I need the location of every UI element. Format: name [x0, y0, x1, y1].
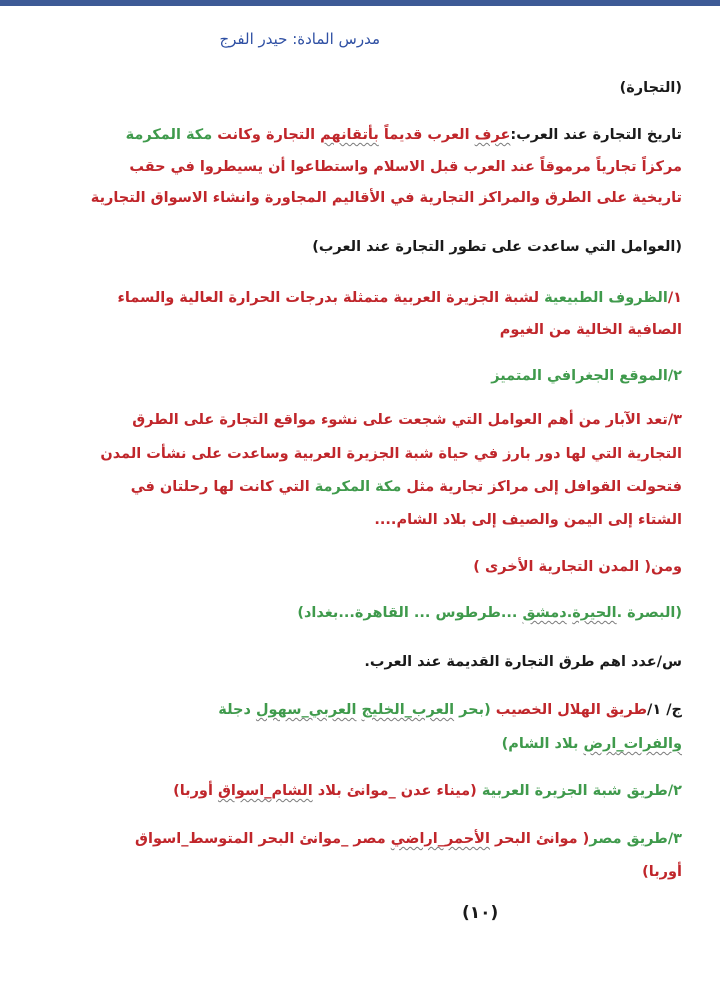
history-text: العرب قديماً — [378, 127, 475, 143]
route-detail: الأحمر_اراضي — [390, 831, 490, 847]
other-cities-heading: ومن( المدن التجارية الأخرى ) — [473, 559, 682, 575]
route-detail: دجلة — [218, 702, 256, 718]
route-label: طريق الهلال الخصيب — [490, 702, 648, 718]
city-text: . — [566, 605, 573, 621]
route-detail: مصر _موانئ البحر المتوسط_اسواق — [135, 831, 391, 847]
city-text: ...طرطوس ... القاهرة...بغداد) — [297, 605, 523, 621]
route-2 — [173, 781, 682, 801]
history-text: التجارة وكانت — [212, 127, 321, 143]
factor-label: الظروف الطبيعية — [544, 290, 668, 306]
history-line-1 — [126, 125, 682, 145]
factor-3-line-1 — [132, 410, 682, 430]
route-detail: ( موانئ البحر — [489, 831, 590, 847]
other-cities-list — [297, 603, 682, 623]
city-text: (البصرة . — [616, 605, 682, 621]
factor-text: تعد الآبار من أهم العوامل التي شجعت على نشوء مواقع التجارة على الطرق — [132, 412, 668, 428]
factor-1-line-2: الصافية الخالية من الغيوم — [499, 322, 682, 338]
route-label: ٣/طريق مصر — [589, 831, 682, 847]
factor-2: ٢/الموقع الجغرافي المتميز — [491, 368, 682, 384]
factor-text: التي كانت لها رحلتان في — [130, 479, 315, 495]
route-1-line-1 — [218, 700, 682, 720]
page-title: (التجارة) — [619, 80, 682, 96]
factor-3-line-2: التجارية التي لها دور بارز في حياة شبة الجزيرة العربية وساعدت على نشأت المدن — [100, 446, 682, 462]
top-bar — [0, 0, 720, 6]
city-text: الحيرة — [572, 605, 617, 621]
factor-text: فتحولت القوافل إلى مراكز تجارية مثل — [401, 479, 682, 495]
history-text: بأتقانهم — [320, 127, 379, 143]
mecca-highlight: مكة المكرمة — [125, 127, 213, 143]
factors-heading: (العوامل التي ساعدت على تطور التجارة عند العرب) — [312, 239, 682, 255]
factor-1-line-1 — [118, 288, 683, 308]
route-3-line-2: أوربا) — [642, 864, 682, 880]
question: س/عدد اهم طرق التجارة القديمة عند العرب. — [364, 654, 682, 670]
route-1-line-2 — [502, 734, 682, 754]
factor-3-line-3 — [131, 477, 682, 497]
factor-3-line-4: الشتاء إلى اليمن والصيف إلى بلاد الشام.... — [374, 512, 682, 528]
history-text: عرف — [474, 127, 511, 143]
route-detail: ارض — [583, 736, 617, 752]
route-detail: العربي_سهول — [255, 702, 357, 718]
page-number: (١٠) — [462, 903, 499, 923]
route-detail: (بحر — [454, 702, 491, 718]
route-detail: (ميناء عدن _موانئ بلاد — [312, 783, 477, 799]
route-3-line-1 — [135, 829, 682, 849]
factor-number: ١/ — [667, 290, 682, 306]
route-detail: الشام_اسواق — [217, 783, 313, 799]
history-line-2: مركزاً تجارياً مرموقاً عند العرب قبل الاسلام واستطاعوا أن يسيطروا في حقب — [129, 159, 682, 175]
factor-text: لشبة الجزيرة العربية متمثلة بدرجات الحرارة العالية والسماء — [117, 290, 545, 306]
route-detail: أوربا) — [173, 783, 218, 799]
route-detail: بلاد الشام) — [501, 736, 584, 752]
route-detail: والفرات_ — [616, 736, 682, 752]
route-label: ٢/طريق شبة الجزيرة العربية — [476, 783, 682, 799]
factor-number: ٣/ — [667, 412, 682, 428]
answer-prefix: ج/ ١/ — [647, 702, 682, 718]
city-text: دمشق — [522, 605, 567, 621]
mecca-highlight: مكة المكرمة — [314, 479, 402, 495]
route-detail: العرب_الخليج — [361, 702, 455, 718]
history-line-3: تاريخية على الطرق والمراكز التجارية في الأقاليم المجاورة وانشاء الاسواق التجارية — [90, 190, 682, 206]
history-lead: تاريخ التجارة عند العرب: — [510, 127, 682, 143]
teacher-name: مدرس المادة: حيدر الفرج — [219, 30, 380, 48]
